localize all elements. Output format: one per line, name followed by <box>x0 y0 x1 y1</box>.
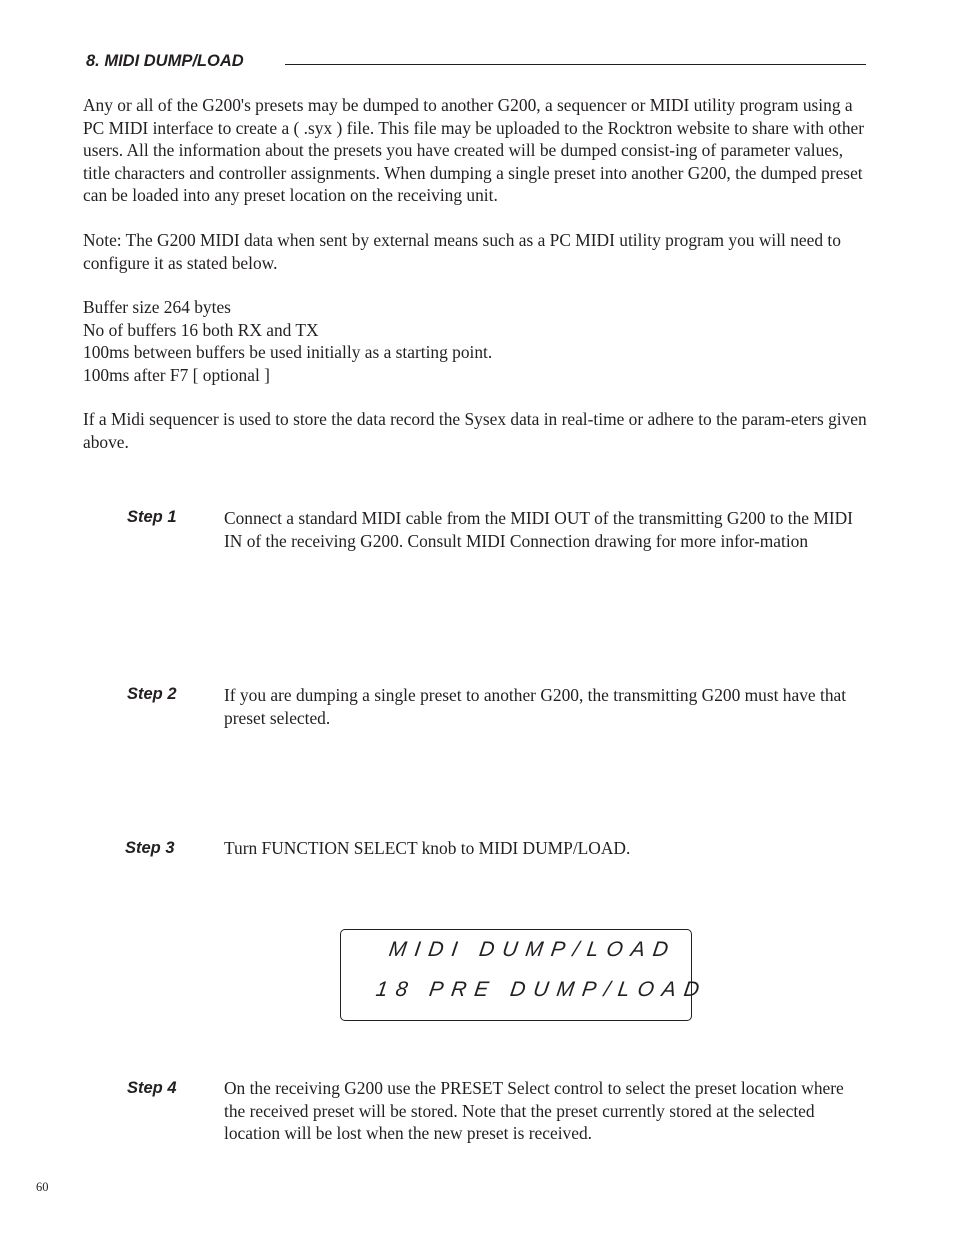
lcd-display <box>340 929 709 1021</box>
page-number: 60 <box>36 1180 49 1194</box>
step-1-text: Connect a standard MIDI cable from the MIDI OUT of the transmitting G200 to the MIDI IN of the receiving G200. Consult MIDI Connection drawing for more infor-mation <box>224 508 853 551</box>
setting-f7-delay: 100ms after F7 [ optional ] <box>83 364 270 385</box>
setting-buffer-delay: 100ms between buffers be used initially as a starting point. <box>83 342 493 362</box>
step-2-text: If you are dumping a single preset to another G200, the transmitting G200 must have that preset selected. <box>224 685 847 728</box>
step-4-label: Step 4 <box>127 1079 177 1097</box>
lcd-line-1: MIDI DUMP/LOAD <box>387 938 678 961</box>
intro-paragraph: Any or all of the G200's presets may be dumped to another G200, a sequencer or MIDI utility program using a PC MIDI interface to create a ( .syx ) file. This file may be uploaded to the Rocktron website to share with other users. All the information about the presets you have created will be dumped consist-ing of parameter values, title characters and controller assignments. When dumping a single preset into another G200, the dumped preset can be loaded into any preset location on the receiving unit. <box>83 95 865 205</box>
sequencer-paragraph: If a Midi sequencer is used to store the data record the Sysex data in real-time or adhere to the param-eters given above. <box>83 409 867 452</box>
lcd-line-2: 18 PRE DUMP/LOAD <box>374 978 709 1001</box>
step-2-label: Step 2 <box>127 685 177 703</box>
step-3-text: Turn FUNCTION SELECT knob to MIDI DUMP/LOAD. <box>224 838 631 858</box>
setting-buffer-count: No of buffers 16 both RX and TX <box>83 319 319 340</box>
setting-buffer-size: Buffer size 264 bytes <box>83 297 231 317</box>
step-4-text: On the receiving G200 use the PRESET Select control to select the preset location where the received preset will be stored. Note that the preset currently stored at the selected location will be lost when the new preset is received. <box>224 1078 844 1143</box>
heading-rule <box>285 64 866 65</box>
step-1-label: Step 1 <box>127 508 177 526</box>
section-heading: 8. MIDI DUMP/LOAD <box>86 52 244 70</box>
note-paragraph: Note: The G200 MIDI data when sent by external means such as a PC MIDI utility program you will need to configure it as stated below. <box>83 230 841 273</box>
step-3-label: Step 3 <box>125 839 175 857</box>
settings-list <box>83 296 873 386</box>
